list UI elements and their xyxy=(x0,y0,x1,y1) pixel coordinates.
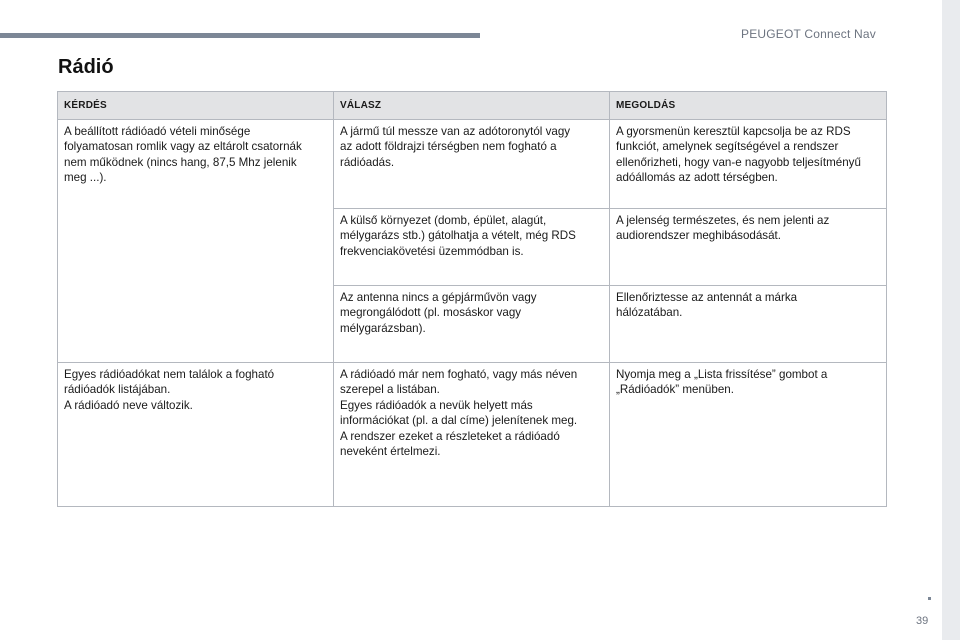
answer-text: Az antenna nincs a gépjárművön vagy megrongálódott (pl. mosáskor vagy mélygarázsban). xyxy=(340,291,537,335)
page-marker-dot xyxy=(928,597,931,600)
answer-cell xyxy=(334,286,610,363)
answer-text: A külső környezet (domb, épület, alagút, mélygarázs stb.) gátolhatja a vételt, még RDS frekvenciakövetési üzemmódban is. xyxy=(340,214,576,258)
page-title: Rádió xyxy=(58,56,114,78)
solution-text: Ellenőriztesse az antennát a márka hálózatában. xyxy=(616,291,798,320)
column-header-solution: MEGOLDÁS xyxy=(610,92,887,120)
solution-text: A jelenség természetes, és nem jelenti az audiorendszer meghibásodását. xyxy=(616,214,830,243)
header-brand: PEUGEOT Connect Nav xyxy=(741,27,876,41)
column-header-answer: VÁLASZ xyxy=(334,92,610,120)
solution-text: Nyomja meg a „Lista frissítése” gombot a „Rádióadók” menüben. xyxy=(616,368,828,397)
solution-cell xyxy=(610,363,887,507)
solution-cell xyxy=(610,120,887,209)
question-text: A beállított rádióadó vételi minősége folyamatosan romlik vagy az eltárolt csatornák nem működnek (nincs hang, 87,5 Mhz jelenik meg ...). xyxy=(64,125,302,185)
question-cell xyxy=(58,363,334,507)
table-header-row xyxy=(58,92,887,120)
solution-text: A gyorsmenün keresztül kapcsolja be az RDS funkciót, amelynek segítségével a rendszer ellenőrizheti, hogy van-e nagyobb teljesítményű adóállomás az adott térségben. xyxy=(616,125,861,185)
answer-text: A rádióadó már nem fogható, vagy más néven szerepel a listában. Egyes rádióadók a nevük helyett más információkat (pl. a dal címe) jelenítenek meg. A rendszer ezeket a részleteket a rádióadó neveként értelmezi. xyxy=(340,368,578,459)
question-text: Egyes rádióadókat nem találok a fogható rádióadók listájában. A rádióadó neve változik. xyxy=(64,368,275,412)
side-margin-strip xyxy=(942,0,960,640)
answer-cell xyxy=(334,209,610,286)
answer-text: A jármű túl messze van az adótoronytól vagy az adott földrajzi térségben nem fogható a rádióadás. xyxy=(340,125,571,169)
solution-cell xyxy=(610,209,887,286)
page-number: 39 xyxy=(916,615,929,627)
header-rule xyxy=(0,33,480,38)
question-cell xyxy=(58,120,334,363)
solution-cell xyxy=(610,286,887,363)
troubleshooting-table xyxy=(57,91,887,507)
table-row xyxy=(58,120,887,209)
column-header-question: KÉRDÉS xyxy=(58,92,334,120)
answer-cell xyxy=(334,120,610,209)
table-row xyxy=(58,363,887,507)
answer-cell xyxy=(334,363,610,507)
